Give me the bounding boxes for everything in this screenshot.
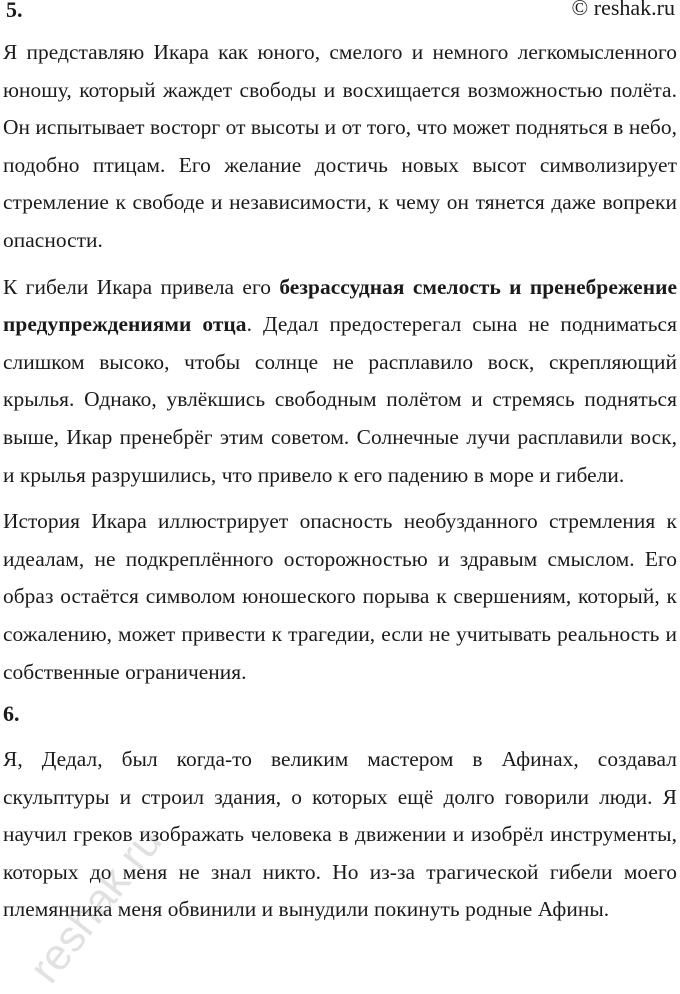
- task6-paragraph-1: Я, Дедал, был когда-то великим мастером в Афинах, создавал скульптуры и строил здания, о которых ещё долго говорили люди. Я научил греков изображать человека в движении и изобрёл инструменты, которых до меня не знал никто. Но из-за трагической гибели моего племянника меня обвинили и вынудили покинуть родные Афины.: [3, 747, 677, 922]
- task-number-6: 6.: [3, 701, 20, 727]
- paragraph-2-end: . Дедал предостерегал сына не подниматься слишком высоко, чтобы солнце не расплавило воск, скрепляющий крылья. Однако, увлёкшись свободным полётом и стремясь подняться выше, Икар пренебрёг этим советом. Солнечные лучи расплавили воск, и крылья разрушились, что привело к его падению в море и гибели.: [3, 312, 677, 487]
- page-header: [3, 0, 677, 34]
- paragraph-2-bold-phrase: безрассудная смелость и пренебрежение предупреждениями отца: [3, 274, 677, 337]
- watermark: reshak.ru: [20, 817, 172, 993]
- task5-paragraph-3: История Икара иллюстрирует опасность необузданного стремления к идеалам, не подкреплённого осторожностью и здравым смыслом. Его образ остаётся символом юношеского порыва к свершениям, который, к сожалению, может привести к трагедии, если не учитывать реальность и собственные ограничения.: [3, 509, 677, 684]
- task5-paragraph-1: Я представляю Икара как юного, смелого и немного легкомысленного юношу, который жаждет свободы и восхищается возможностью полёта. Он испытывает восторг от высоты и от того, что может подняться в небо, подобно птицам. Его желание достичь новых высот символизирует стремление к свободе и независимости, к чему он тянется даже вопреки опасности.: [3, 40, 677, 252]
- copyright-label: © reshak.ru: [571, 0, 675, 20]
- paragraph-2-start: К гибели Икара привела его: [3, 274, 280, 299]
- task5-paragraph-2: [3, 269, 677, 495]
- task-number-5: 5.: [6, 0, 23, 22]
